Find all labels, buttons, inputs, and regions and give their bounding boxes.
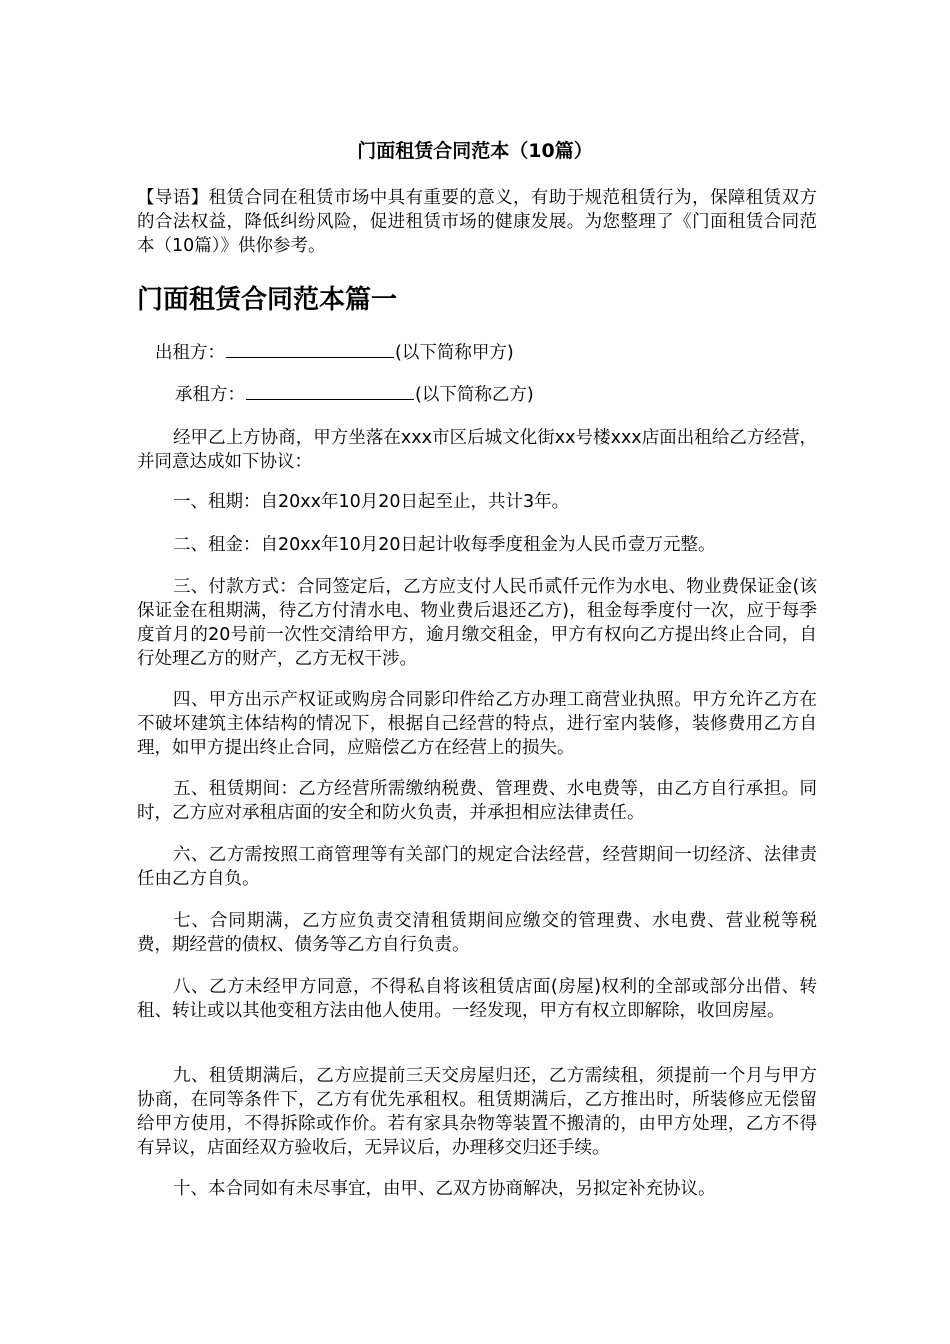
lessor-suffix: (以下简称甲方) [395,343,514,363]
lessee-blank [246,382,414,400]
clause-2: 二、租金：自20xx年10月20日起计收每季度租金为人民币壹万元整。 [173,535,716,555]
intro-paragraph: 【导语】租赁合同在租赁市场中具有重要的意义，有助于规范租赁行为，保障租赁双方的合法权益，降低纠纷风险，促进租赁市场的健康发展。为您整理了《门面租赁合同范本（10篇）》供你参考。 [137,188,817,256]
lessor-label: 出租方： [155,343,225,363]
clause-8: 八、乙方未经甲方同意，不得私自将该租赁店面(房屋)权利的全部或部分出借、转租、转让或以其他变租方法由他人使用。一经发现，甲方有权立即解除，收回房屋。 [137,977,817,1021]
clause-3: 三、付款方式：合同签定后，乙方应支付人民币贰仟元作为水电、物业费保证金(该保证金在租期满，待乙方付清水电、物业费后退还乙方)，租金每季度付一次，应于每季度首月的20号前一次性交清给甲方，逾月缴交租金，甲方有权向乙方提出终止合同，自行处理乙方的财产，乙方无权干涉。 [137,577,817,669]
lessee-label: 承租方： [175,385,245,405]
clause-7: 七、合同期满，乙方应负责交清租赁期间应缴交的管理费、水电费、营业税等税费，期经营的债权、债务等乙方自行负责。 [137,911,817,955]
clause-5: 五、租赁期间：乙方经营所需缴纳税费、管理费、水电费等，由乙方自行承担。同时，乙方应对承租店面的安全和防火负责，并承担相应法律责任。 [137,779,817,823]
clause-1: 一、租期：自20xx年10月20日起至止，共计3年。 [173,492,570,512]
lessee-line [175,382,534,407]
lessor-blank [226,340,394,358]
paragraph-preamble: 经甲乙上方协商，甲方坐落在xxx市区后城文化街xx号楼xxx店面出租给乙方经营，并同意达成如下协议： [137,428,817,472]
clause-6: 六、乙方需按照工商管理等有关部门的规定合法经营，经营期间一切经济、法律责任由乙方自负。 [137,845,817,889]
clause-10: 十、本合同如有未尽事宜，由甲、乙双方协商解决，另拟定补充协议。 [173,1179,716,1199]
section-heading: 门面租赁合同范本篇一 [137,285,398,315]
clause-4: 四、甲方出示产权证或购房合同影印件给乙方办理工商营业执照。甲方允许乙方在不破坏建筑主体结构的情况下，根据自己经营的特点，进行室内装修，装修费用乙方自理，如甲方提出终止合同，应赔偿乙方在经营上的损失。 [137,690,817,758]
document-title: 门面租赁合同范本（10篇） [357,140,593,162]
lessor-line [155,340,514,365]
clause-9: 九、租赁期满后，乙方应提前三天交房屋归还，乙方需续租，须提前一个月与甲方协商，在同等条件下，乙方有优先承租权。租赁期满后，乙方推出时，所装修应无偿留给甲方使用，不得拆除或作价。若有家具杂物等装置不搬清的，由甲方处理，乙方不得有异议，店面经双方验收后，无异议后，办理移交归还手续。 [137,1066,817,1158]
lessee-suffix: (以下简称乙方) [415,385,534,405]
